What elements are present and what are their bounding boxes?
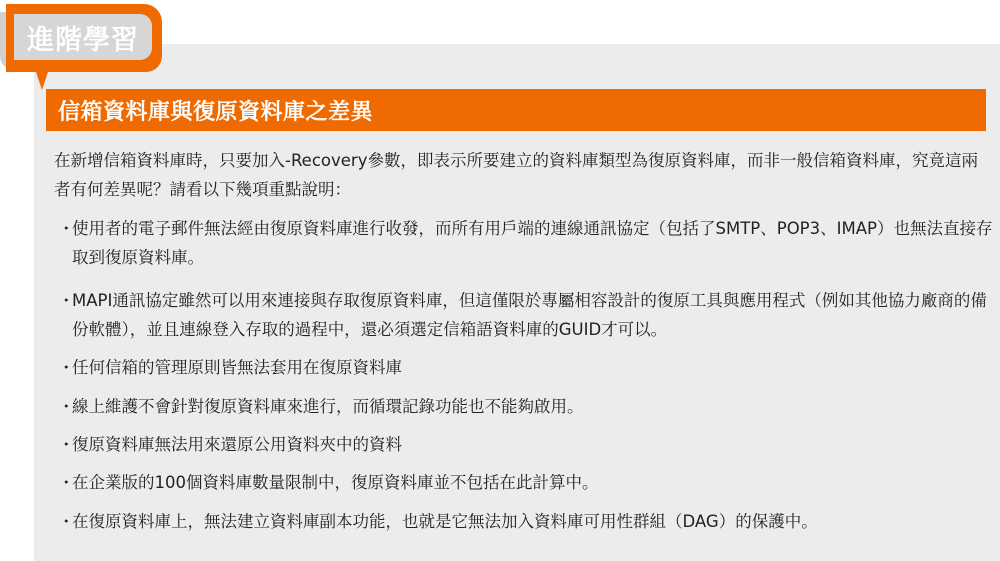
bullet-marker: ・ [58, 397, 75, 416]
list-item-text: 使用者的電子郵件無法經由復原資料庫進行收發，而所有用戶端的連線通訊協定（包括了SMTP、POP3、IMAP）也無法直接存取到復原資料庫。 [72, 219, 993, 267]
intro-paragraph: 在新增信箱資料庫時，只要加入-Recovery參數，即表示所要建立的資料庫類型為復原資料庫，而非一般信箱資料庫，究竟這兩者有何差異呢？請看以下幾項重點說明： [54, 151, 978, 199]
section-title-bar [46, 89, 986, 131]
badge-label-box [14, 14, 152, 60]
list-item [58, 353, 1000, 382]
list-item-text: 在企業版的100個資料庫數量限制中，復原資料庫並不包括在此計算中。 [72, 473, 599, 492]
bullet-marker: ・ [58, 473, 75, 492]
section-title: 信箱資料庫與復原資料庫之差異 [58, 99, 374, 125]
list-item [58, 430, 1000, 459]
list-item-text: 任何信箱的管理原則皆無法套用在復原資料庫 [72, 358, 402, 377]
list-item [58, 214, 1000, 272]
list-item-text: 復原資料庫無法用來還原公用資料夾中的資料 [72, 435, 402, 454]
badge-tail [32, 60, 52, 90]
bullet-marker: ・ [58, 358, 75, 377]
bullet-marker: ・ [58, 512, 75, 531]
bullet-marker: ・ [58, 291, 75, 310]
list-item-text: 線上維護不會針對復原資料庫來進行，而循環記錄功能也不能夠啟用。 [72, 397, 584, 416]
section-badge [0, 0, 170, 95]
list-item [58, 468, 1000, 497]
list-item [58, 286, 1000, 344]
list-item-text: MAPI通訊協定雖然可以用來連接與存取復原資料庫，但這僅限於專屬相容設計的復原工具與應用程式（例如其他協力廠商的備份軟體），並且連線登入存取的過程中，還必須選定信箱語資料庫的GUID才可以。 [72, 291, 987, 339]
list-item [58, 392, 1000, 421]
bullet-marker: ・ [58, 435, 75, 454]
bullet-marker: ・ [58, 219, 75, 238]
list-item [58, 507, 1000, 536]
list-item-text: 在復原資料庫上，無法建立資料庫副本功能，也就是它無法加入資料庫可用性群組（DAG）的保護中。 [72, 512, 818, 531]
badge-label: 進階學習 [27, 24, 139, 56]
